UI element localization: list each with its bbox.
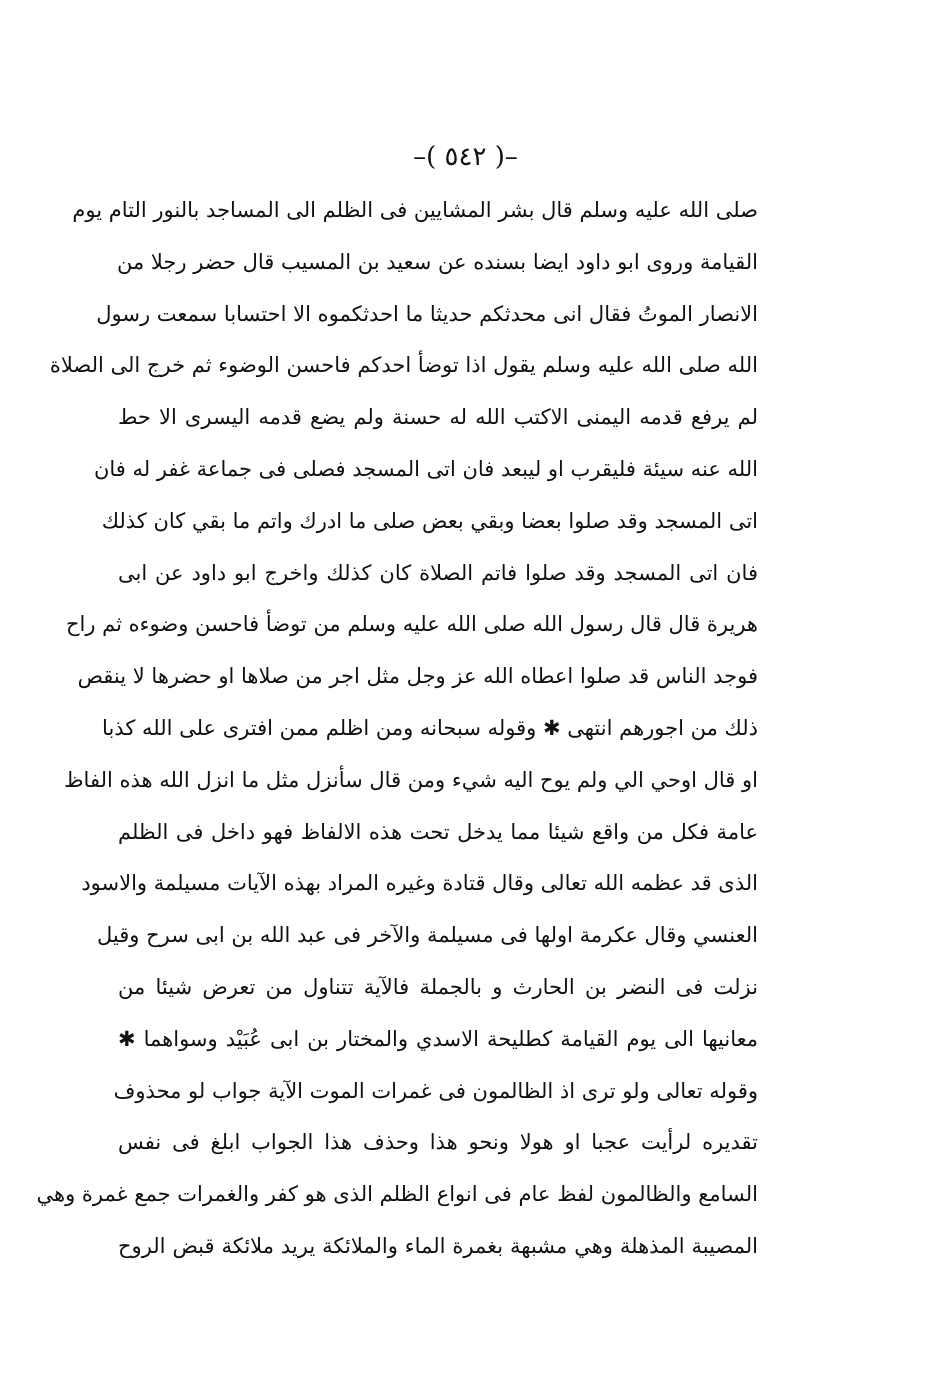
text-line: لم يرفع قدمه اليمنى الاكتب الله له حسنة ولم يضع قدمه اليسرى الا حط <box>118 405 758 430</box>
text-line: العنسي وقال عكرمة اولها فى مسيلمة والآخر فى عبد الله بن ابى سرح وقيل <box>96 923 758 948</box>
body-text <box>36 185 758 1273</box>
text-line: نزلت فى النضر بن الحارث و بالجملة فالآية تتناول من تعرض شيئا من <box>118 974 758 999</box>
text-line: الانصار الموتُ فقال انى محدثكم حديثا ما احدثكموه الا احتسابا سمعت رسول <box>96 301 758 326</box>
text-line: اتى المسجد وقد صلوا بعضا وبقي بعض صلى ما ادرك واتم ما بقي كان كذلك <box>101 508 758 533</box>
text-line: او قال اوحي الي ولم يوح اليه شيء ومن قال سأنزل مثل ما انزل الله هذه الفاظ <box>64 767 758 792</box>
text-line: الله عنه سيئة فليقرب او ليبعد فان اتى المسجد فصلى فى جماعة غفر له فان <box>93 456 758 481</box>
text-line: الذى قد عظمه الله تعالى وقال قتادة وغيره المراد بهذه الآيات مسيلمة والاسود <box>81 871 758 896</box>
text-line: تقديره لرأيت عجبا او هولا ونحو هذا وحذف هذا الجواب ابلغ فى نفس <box>118 1130 758 1155</box>
text-line: القيامة وروى ابو داود ايضا بسنده عن سعيد بن المسيب قال حضر رجلا من <box>116 249 758 274</box>
text-line: الله صلى الله عليه وسلم يقول اذا توضأ احدكم فاحسن الوضوء ثم خرج الى الصلاة <box>49 353 758 378</box>
text-line: ذلك من اجورهم انتهى ✱ وقوله سبحانه ومن اظلم ممن افترى على الله كذبا <box>102 715 758 740</box>
text-line: وقوله تعالى ولو ترى اذ الظالمون فى غمرات الموت الآية جواب لو محذوف <box>113 1078 758 1103</box>
page-number: –( ٥٤٢ )– <box>413 142 518 172</box>
text-line: المصيبة المذهلة وهي مشبهة بغمرة الماء والملائكة يريد ملائكة قبض الروح <box>118 1233 758 1258</box>
text-line: السامع والظالمون لفظ عام فى انواع الظلم الذى هو كفر والغمرات جمع غمرة وهي <box>36 1182 758 1207</box>
text-line: هريرة قال قال رسول الله صلى الله عليه وسلم من توضأ فاحسن وضوءه ثم راح <box>65 612 758 637</box>
text-line: عامة فكل من واقع شيئا مما يدخل تحت هذه الالفاظ فهو داخل فى الظلم <box>118 819 758 844</box>
text-line: فان اتى المسجد وقد صلوا فاتم الصلاة كان كذلك واخرج ابو داود عن ابى <box>118 560 758 585</box>
text-line: فوجد الناس قد صلوا اعطاه الله عز وجل مثل اجر من صلاها او حضرها لا ينقص <box>77 664 758 689</box>
text-line: معانيها الى يوم القيامة كطليحة الاسدي والمختار بن ابى عُبَيْد وسواهما ✱ <box>118 1026 758 1051</box>
text-line: صلى الله عليه وسلم قال بشر المشايين فى الظلم الى المساجد بالنور التام يوم <box>72 198 758 222</box>
